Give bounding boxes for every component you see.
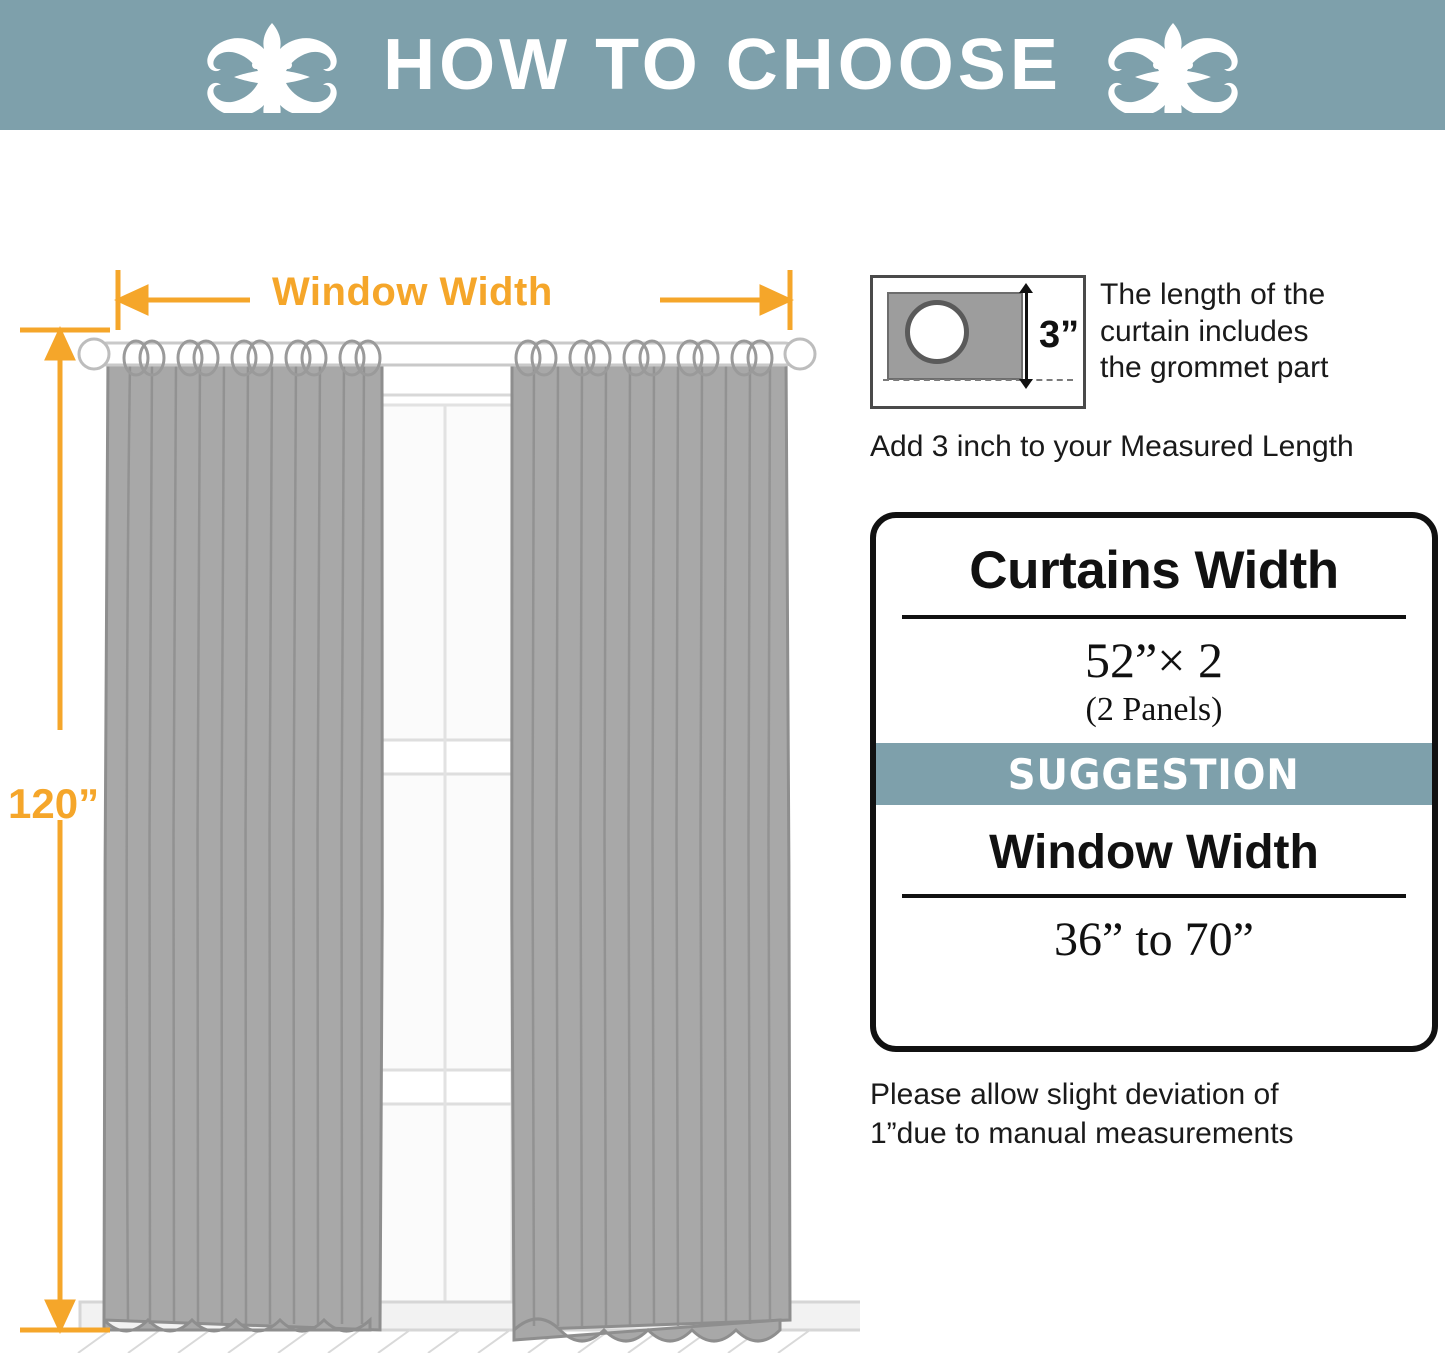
height-dimension-arrow (20, 330, 110, 1330)
curtains-width-panels: (2 Panels) (1085, 691, 1223, 728)
grommet-note-text (1100, 275, 1328, 387)
curtain-panel-right (511, 355, 790, 1341)
add-inch-note: Add 3 inch to your Measured Length (870, 430, 1354, 463)
fleur-de-lis-icon (1098, 17, 1248, 113)
grommet-note (870, 275, 1445, 409)
grommet-measure-label: 3” (1039, 314, 1080, 356)
window-frame (370, 395, 520, 1330)
grommet-dashed-line (883, 379, 1073, 381)
fleur-de-lis-icon (197, 17, 347, 113)
curtain-panel-left (104, 355, 383, 1331)
info-column (862, 130, 1445, 1353)
grommet-detail-figure (870, 275, 1086, 409)
window-width-range: 36” to 70” (1054, 913, 1254, 966)
suggestion-card (870, 512, 1438, 1052)
grommet-note-line-2: curtain includes (1100, 314, 1309, 348)
grommet-measure-arrow (1025, 292, 1028, 380)
header-banner (0, 0, 1445, 130)
deviation-note (870, 1075, 1445, 1153)
grommet-note-line-3: the grommet part (1100, 351, 1329, 385)
deviation-line-1: Please allow slight deviation of (870, 1078, 1279, 1111)
curtain-rod (79, 339, 815, 369)
deviation-line-2: 1”due to manual measurements (870, 1117, 1294, 1150)
suggestion-banner-label: SUGGESTION (1008, 749, 1300, 799)
window-width-title: Window Width (989, 826, 1319, 879)
page-title: HOW TO CHOOSE (383, 25, 1062, 105)
curtain-diagram (0, 130, 860, 1353)
window-width-label: Window Width (272, 270, 553, 314)
grommet-ring-icon (905, 300, 969, 364)
suggestion-banner (876, 743, 1432, 805)
curtains-width-value: 52”× 2 (1085, 632, 1223, 688)
grommet-note-line-1: The length of the (1100, 278, 1326, 311)
curtains-width-title: Curtains Width (969, 541, 1339, 600)
curtain-height-label: 120” (8, 780, 100, 827)
